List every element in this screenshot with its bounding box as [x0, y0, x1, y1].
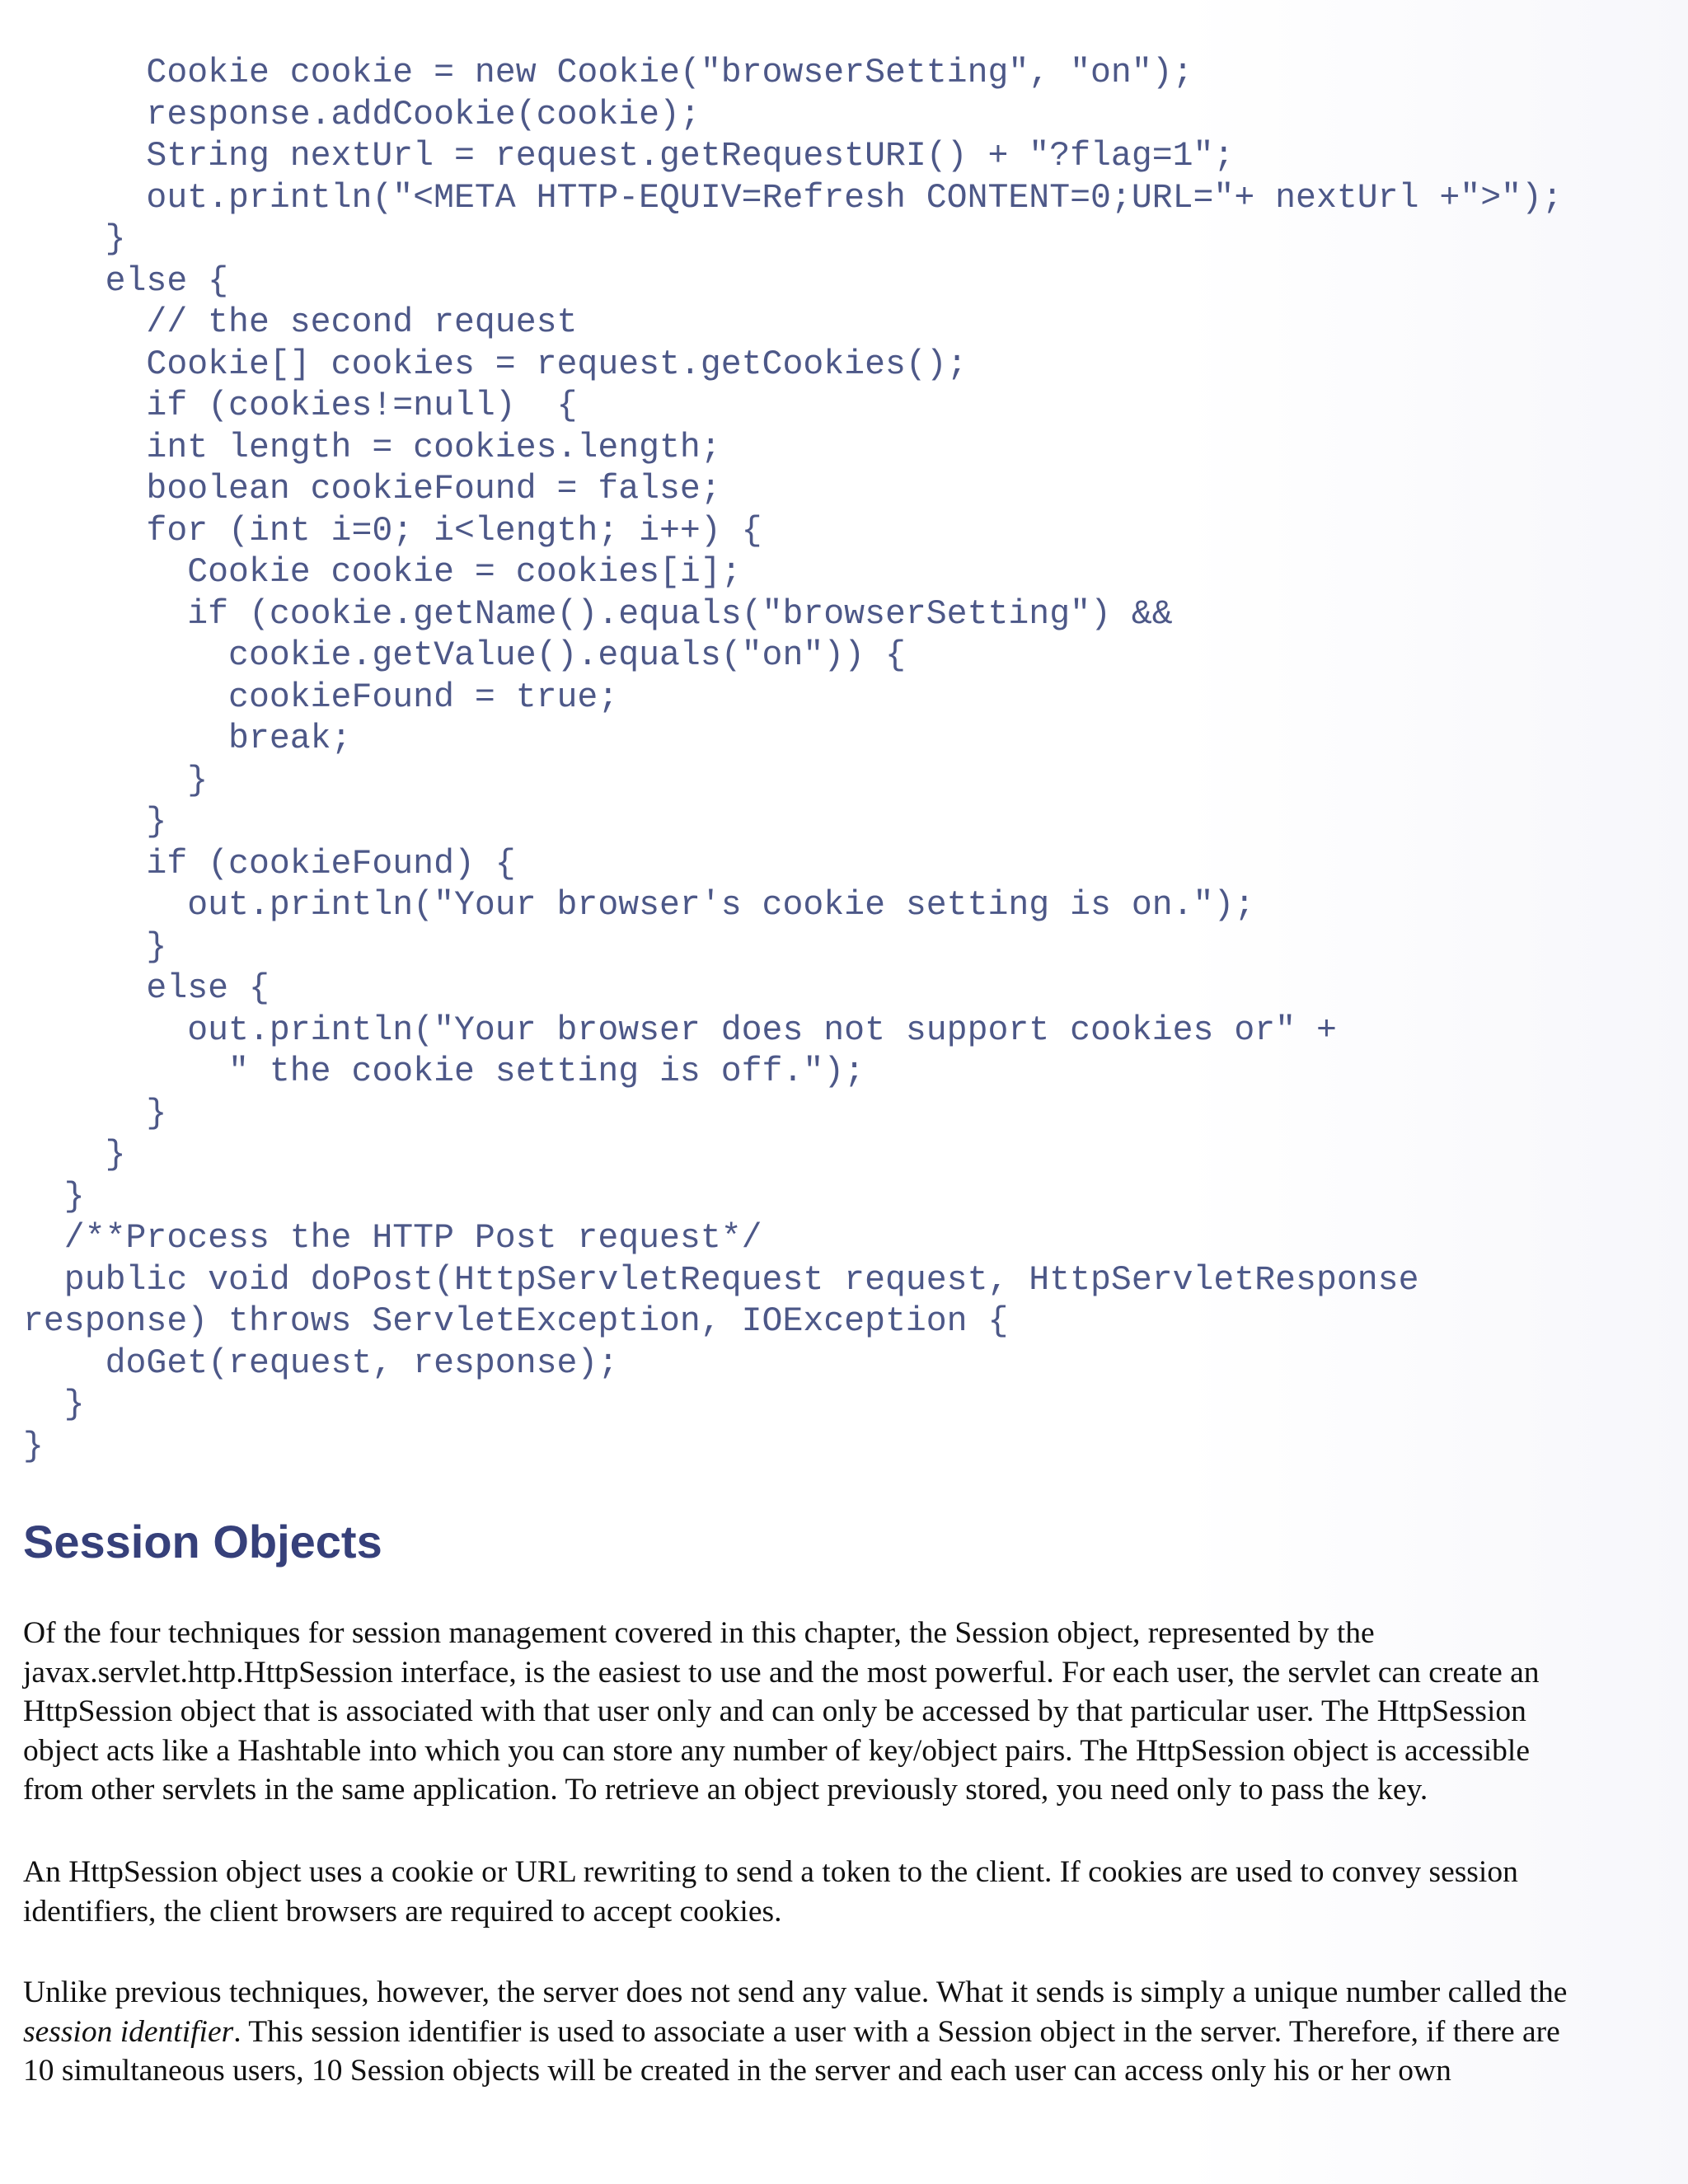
code-listing: [23, 53, 1672, 1468]
emphasized-term: session identifier: [23, 2014, 234, 2049]
code-line: out.println("Your browser's cookie setting is on.");: [23, 886, 1255, 925]
code-line: for (int i=0; i<length; i++) {: [23, 511, 762, 551]
code-line: String nextUrl = request.getRequestURI() + "?flag=1";: [23, 137, 1235, 176]
paragraph-line: An HttpSession object uses a cookie or URL rewriting to send a token to the client. If cookies are used to convey session: [23, 1855, 1518, 1889]
code-line: else {: [23, 969, 270, 1008]
paragraph-session-intro: [23, 1614, 1663, 1810]
code-line: if (cookies!=null) {: [23, 387, 578, 425]
code-line: break;: [23, 719, 352, 758]
code-line: }: [23, 803, 167, 841]
paragraph-line: Unlike previous techniques, however, the server does not send any value. What it sends is simply a unique number called the: [23, 1975, 1568, 2009]
code-line: }: [23, 1094, 167, 1133]
code-line: else {: [23, 261, 229, 301]
paragraph-line: object acts like a Hashtable into which you can store any number of key/object pairs. The HttpSession object is accessible: [23, 1733, 1530, 1768]
paragraph-line-rest: . This session identifier is used to associate a user with a Session object in the server. Therefore, if there are: [233, 2014, 1560, 2049]
code-line: int length = cookies.length;: [23, 428, 721, 467]
code-line: // the second request: [23, 303, 578, 342]
code-line: if (cookie.getName().equals("browserSetting") &&: [23, 594, 1173, 634]
code-line: public void doPost(HttpServletRequest request, HttpServletResponse: [23, 1260, 1419, 1300]
code-line: if (cookieFound) {: [23, 844, 516, 883]
paragraph-line: 10 simultaneous users, 10 Session objects will be created in the server and each user can access only his or her own: [23, 2054, 1451, 2088]
code-line: Cookie[] cookies = request.getCookies();: [23, 344, 968, 384]
code-line: }: [23, 761, 209, 800]
paragraph-line: Of the four techniques for session management covered in this chapter, the Session object, represented by the: [23, 1616, 1375, 1650]
code-line: doGet(request, response);: [23, 1343, 619, 1383]
code-line: }: [23, 1427, 44, 1466]
code-line: response) throws ServletException, IOException {: [23, 1302, 1009, 1341]
code-line: /**Process the HTTP Post request*/: [23, 1219, 762, 1258]
code-line: out.println("<META HTTP-EQUIV=Refresh CONTENT=0;URL="+ nextUrl +">");: [23, 178, 1563, 218]
code-line: cookieFound = true;: [23, 677, 619, 717]
code-line: boolean cookieFound = false;: [23, 470, 721, 509]
code-line: }: [23, 1385, 85, 1424]
code-line: cookie.getValue().equals("on")) {: [23, 636, 906, 675]
code-line: out.println("Your browser does not support cookies or" +: [23, 1010, 1337, 1050]
paragraph-line: javax.servlet.http.HttpSession interface, is the easiest to use and the most powerful. For each user, the servlet can create an: [23, 1655, 1540, 1690]
code-line: }: [23, 220, 126, 259]
code-line: response.addCookie(cookie);: [23, 95, 701, 134]
code-line: " the cookie setting is off.");: [23, 1052, 865, 1091]
code-line: Cookie cookie = cookies[i];: [23, 553, 742, 592]
code-line: Cookie cookie = new Cookie("browserSetting", "on");: [23, 54, 1193, 92]
paragraph-session-token: [23, 1853, 1663, 1931]
paragraph-line: from other servlets in the same application. To retrieve an object previously stored, you need only to pass the key.: [23, 1773, 1428, 1807]
section-heading: Session Objects: [23, 1516, 382, 1568]
paragraph-line: [23, 2013, 1663, 2052]
paragraph-session-identifier: [23, 1973, 1663, 2091]
paragraph-line: HttpSession object that is associated with that user only and can only be accessed by that particular user. The HttpSession: [23, 1694, 1526, 1728]
code-line: }: [23, 1136, 126, 1174]
code-line: }: [23, 927, 167, 967]
code-line: }: [23, 1177, 85, 1216]
paragraph-line: identifiers, the client browsers are required to accept cookies.: [23, 1894, 782, 1929]
